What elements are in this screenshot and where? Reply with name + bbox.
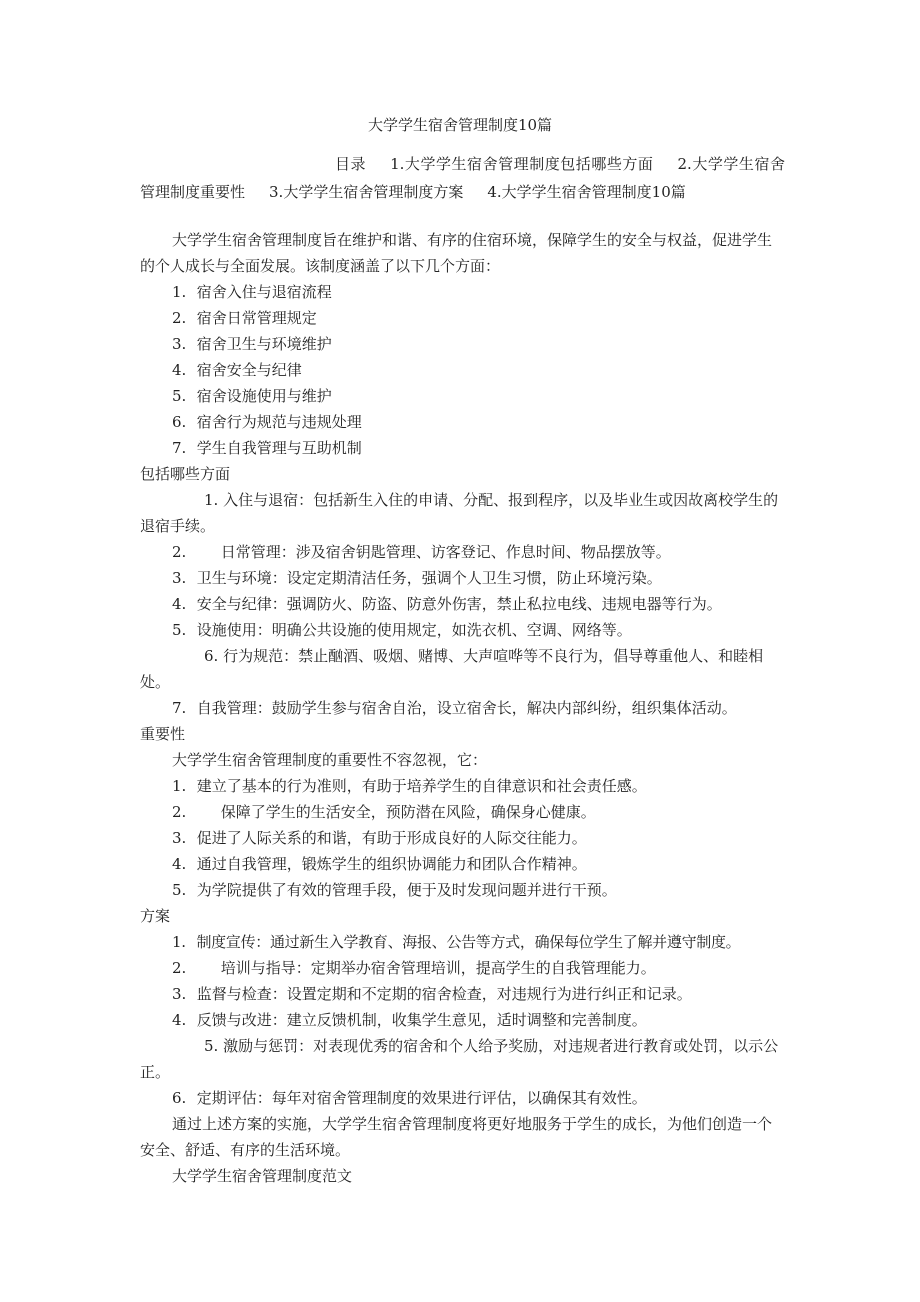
- list-item: 1. 制度宣传：通过新生入学教育、海报、公告等方式，确保每位学生了解并遵守制度。: [172, 933, 741, 951]
- overview-list: [140, 279, 785, 461]
- list-item: 5. 设施使用：明确公共设施的使用规定，如洗衣机、空调、网络等。: [172, 621, 632, 639]
- list-item: 4. 反馈与改进：建立反馈机制，收集学生意见，适时调整和完善制度。: [172, 1011, 647, 1029]
- toc-item[interactable]: 2.大学学生宿舍管理制度重要性: [140, 155, 785, 201]
- list-item: 2. 宿舍日常管理规定: [172, 309, 317, 327]
- document-body: [140, 227, 785, 1189]
- list-item: 2. 日常管理：涉及宿舍钥匙管理、访客登记、作息时间、物品摆放等。: [172, 543, 671, 561]
- list-item: 1. 宿舍入住与退宿流程: [172, 283, 332, 301]
- document-title: 大学学生宿舍管理制度10篇: [367, 116, 553, 134]
- list-item: 5. 宿舍设施使用与维护: [172, 387, 332, 405]
- toc-label: 目录: [335, 155, 367, 173]
- list-item: 1. 入住与退宿：包括新生入住的申请、分配、报到程序，以及毕业生或因故离校学生的退宿手续。: [140, 491, 779, 535]
- list-item: 3. 卫生与环境：设定定期清洁任务，强调个人卫生习惯，防止环境污染。: [172, 569, 662, 587]
- section-heading-aspects: 包括哪些方面: [140, 465, 231, 483]
- toc-item[interactable]: 4.大学学生宿舍管理制度10篇: [487, 183, 686, 201]
- list-item: 2. 培训与指导：定期举办宿舍管理培训，提高学生的自我管理能力。: [172, 959, 656, 977]
- section-heading-importance: 重要性: [140, 725, 186, 743]
- list-item: 6. 宿舍行为规范与违规处理: [172, 413, 362, 431]
- list-item: 2. 保障了学生的生活安全，预防潜在风险，确保身心健康。: [172, 803, 596, 821]
- list-item: 6. 行为规范：禁止酗酒、吸烟、赌博、大声喧哗等不良行为，倡导尊重他人、和睦相处。: [140, 647, 764, 691]
- intro-paragraph: 大学学生宿舍管理制度旨在维护和谐、有序的住宿环境，保障学生的安全与权益，促进学生的个人成长与全面发展。该制度涵盖了以下几个方面：: [140, 231, 773, 275]
- toc-item[interactable]: 1.大学学生宿舍管理制度包括哪些方面: [390, 155, 654, 173]
- list-item: 7. 学生自我管理与互助机制: [172, 439, 362, 457]
- list-item: 3. 监督与检查：设置定期和不定期的宿舍检查，对违规行为进行纠正和记录。: [172, 985, 692, 1003]
- list-item: 5. 为学院提供了有效的管理手段，便于及时发现问题并进行干预。: [172, 881, 617, 899]
- importance-list: [140, 773, 785, 903]
- plan-list: [140, 929, 785, 1111]
- toc-item[interactable]: 3.大学学生宿舍管理制度方案: [269, 183, 464, 201]
- conclusion-paragraph: 通过上述方案的实施，大学学生宿舍管理制度将更好地服务于学生的成长，为他们创造一个安全、舒适、有序的生活环境。: [140, 1115, 773, 1159]
- list-item: 3. 宿舍卫生与环境维护: [172, 335, 332, 353]
- section-heading-plan: 方案: [140, 907, 171, 925]
- list-item: 4. 安全与纪律：强调防火、防盗、防意外伤害，禁止私拉电线、违规电器等行为。: [172, 595, 722, 613]
- list-item: 6. 定期评估：每年对宿舍管理制度的效果进行评估，以确保其有效性。: [172, 1089, 647, 1107]
- table-of-contents: [140, 150, 785, 206]
- list-item: 5. 激励与惩罚：对表现优秀的宿舍和个人给予奖励，对违规者进行教育或处罚，以示公正。: [140, 1037, 779, 1081]
- importance-lead: 大学学生宿舍管理制度的重要性不容忽视，它：: [172, 751, 488, 769]
- sample-heading: 大学学生宿舍管理制度范文: [172, 1167, 353, 1185]
- list-item: 1. 建立了基本的行为准则，有助于培养学生的自律意识和社会责任感。: [172, 777, 647, 795]
- aspects-list: [140, 487, 785, 721]
- list-item: 3. 促进了人际关系的和谐，有助于形成良好的人际交往能力。: [172, 829, 587, 847]
- list-item: 4. 宿舍安全与纪律: [172, 361, 302, 379]
- list-item: 4. 通过自我管理，锻炼学生的组织协调能力和团队合作精神。: [172, 855, 587, 873]
- list-item: 7. 自我管理：鼓励学生参与宿舍自治，设立宿舍长，解决内部纠纷，组织集体活动。: [172, 699, 737, 717]
